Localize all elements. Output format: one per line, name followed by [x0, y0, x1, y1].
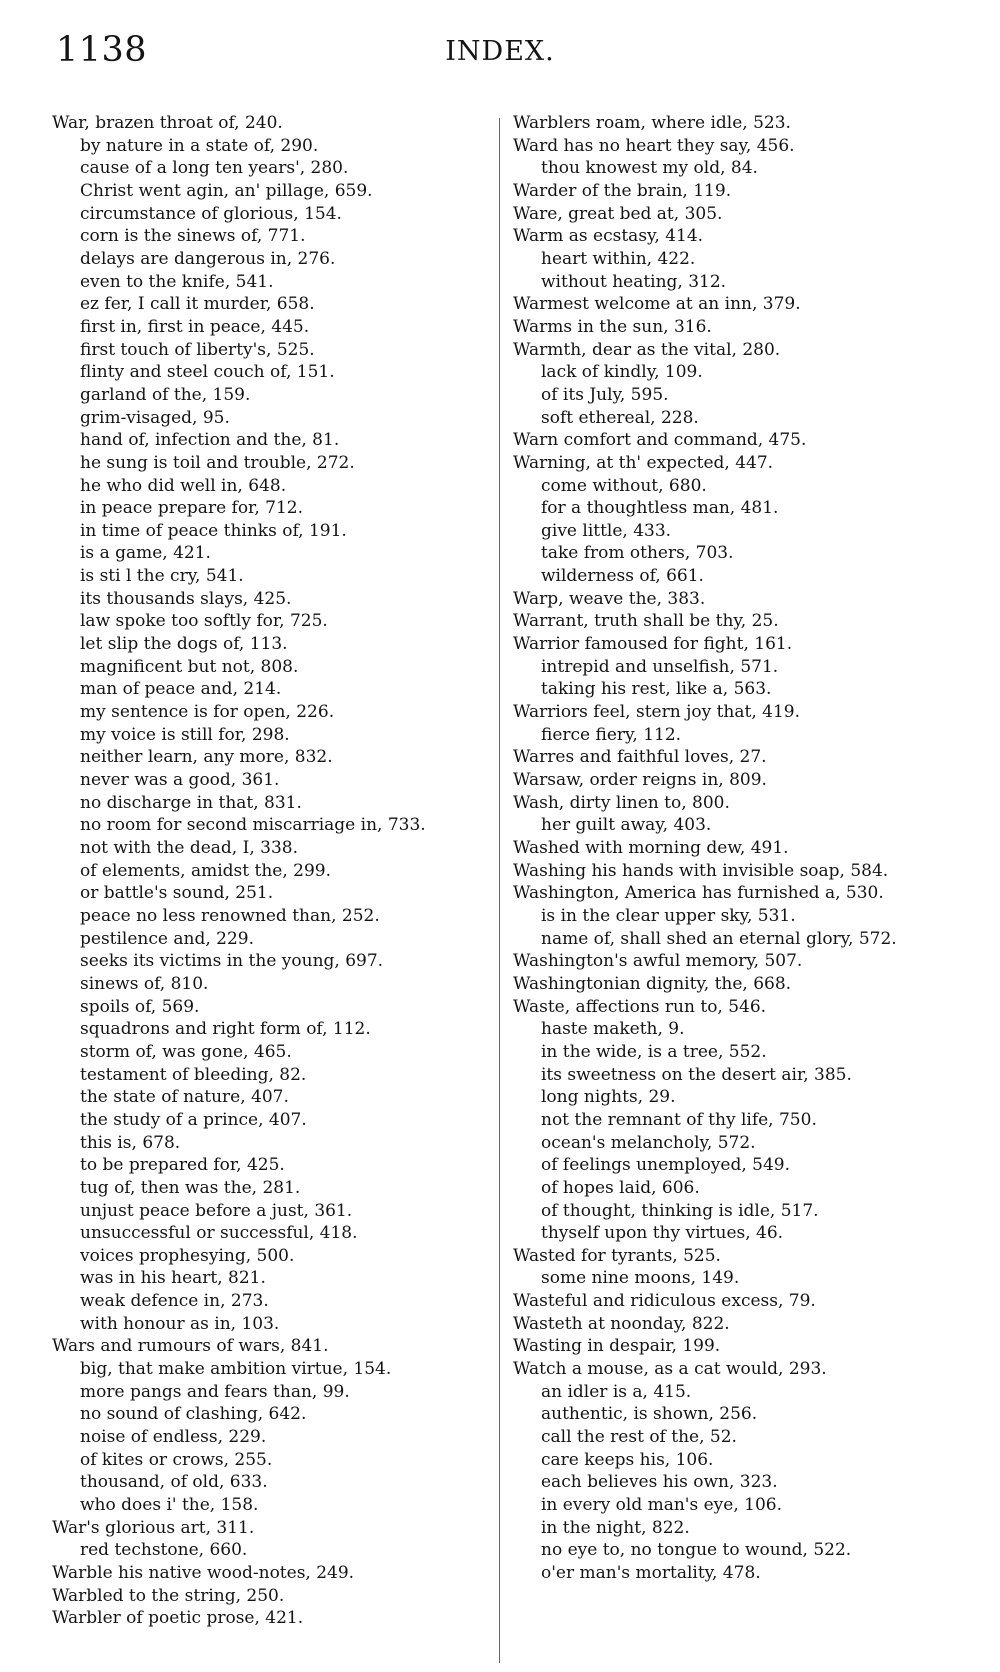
index-subentry: delays are dangerous in, 276.	[80, 248, 336, 269]
index-subentry: unsuccessful or successful, 418.	[80, 1223, 358, 1244]
index-entry: Warbled to the string, 250.	[52, 1585, 285, 1606]
index-subentry: taking his rest, like a, 563.	[541, 679, 772, 700]
index-entry: Wasted for tyrants, 525.	[513, 1245, 721, 1266]
index-entry: Warble his native wood-notes, 249.	[52, 1563, 355, 1583]
index-subentry: its sweetness on the desert air, 385.	[541, 1064, 852, 1085]
index-entry: Wars and rumours of wars, 841.	[52, 1336, 329, 1357]
index-subentry: testament of bleeding, 82.	[80, 1064, 307, 1085]
index-subentry: each believes his own, 323.	[541, 1472, 778, 1493]
index-subentry: was in his heart, 821.	[80, 1268, 266, 1289]
index-entry: Warn comfort and command, 475.	[513, 430, 807, 451]
index-subentry: of kites or crows, 255.	[80, 1449, 273, 1470]
index-subentry: seeks its victims in the young, 697.	[80, 951, 384, 972]
index-subentry: authentic, is shown, 256.	[541, 1404, 758, 1425]
index-subentry: wilderness of, 661.	[541, 566, 704, 587]
index-entry: War, brazen throat of, 240.	[52, 113, 283, 133]
index-column-right	[513, 112, 947, 1585]
index-subentry: man of peace and, 214.	[80, 679, 282, 700]
index-entry: Warmest welcome at an inn, 379.	[513, 294, 801, 315]
index-subentry: storm of, was gone, 465.	[80, 1041, 292, 1062]
index-subentry: lack of kindly, 109.	[541, 362, 703, 383]
index-subentry: spoils of, 569.	[80, 996, 200, 1017]
index-entry: Warmth, dear as the vital, 280.	[513, 339, 781, 360]
index-subentry: not with the dead, I, 338.	[80, 838, 298, 858]
index-entry: Warms in the sun, 316.	[513, 316, 712, 337]
index-entry: Washed with morning dew, 491.	[513, 838, 789, 858]
index-subentry: flinty and steel couch of, 151.	[80, 362, 335, 383]
index-subentry: name of, shall shed an eternal glory, 572.	[541, 928, 897, 949]
index-subentry: in the wide, is a tree, 552.	[541, 1041, 767, 1062]
index-subentry: first in, first in peace, 445.	[80, 316, 310, 337]
index-subentry: no room for second miscarriage in, 733.	[80, 815, 426, 836]
index-entry: Wasteth at noonday, 822.	[513, 1313, 730, 1334]
index-entry: Washington, America has furnished a, 530.	[513, 883, 884, 904]
index-subentry: not the remnant of thy life, 750.	[541, 1109, 817, 1130]
index-subentry: unjust peace before a just, 361.	[80, 1200, 353, 1221]
index-subentry: of elements, amidst the, 299.	[80, 860, 332, 881]
index-subentry: ez fer, I call it murder, 658.	[80, 294, 315, 315]
index-subentry: some nine moons, 149.	[541, 1268, 740, 1289]
index-entry: Warblers roam, where idle, 523.	[513, 113, 791, 133]
index-subentry: magnificent but not, 808.	[80, 656, 299, 677]
index-subentry: corn is the sinews of, 771.	[80, 226, 306, 247]
index-subentry: no sound of clashing, 642.	[80, 1404, 307, 1425]
index-subentry: big, that make ambition virtue, 154.	[80, 1359, 392, 1380]
index-subentry: squadrons and right form of, 112.	[80, 1019, 371, 1040]
index-subentry: voices prophesying, 500.	[80, 1245, 295, 1266]
index-subentry: peace no less renowned than, 252.	[80, 905, 380, 926]
index-column-left	[52, 112, 486, 1630]
index-subentry: pestilence and, 229.	[80, 928, 254, 949]
index-entry: Wasting in despair, 199.	[513, 1336, 721, 1357]
index-subentry: an idler is a, 415.	[541, 1381, 692, 1402]
index-subentry: of feelings unemployed, 549.	[541, 1155, 791, 1176]
index-subentry: for a thoughtless man, 481.	[541, 498, 779, 519]
index-subentry: give little, 433.	[541, 520, 672, 541]
index-entry: Ware, great bed at, 305.	[513, 203, 723, 224]
index-subentry: thousand, of old, 633.	[80, 1472, 268, 1493]
index-entry: Warsaw, order reigns in, 809.	[513, 770, 767, 791]
index-subentry: the study of a prince, 407.	[80, 1109, 307, 1130]
index-subentry: of its July, 595.	[541, 384, 669, 405]
index-subentry: by nature in a state of, 290.	[80, 135, 319, 156]
index-subentry: weak defence in, 273.	[80, 1291, 269, 1312]
index-subentry: law spoke too softly for, 725.	[80, 611, 328, 632]
index-subentry: cause of a long ten years', 280.	[80, 158, 349, 179]
index-subentry: or battle's sound, 251.	[80, 883, 274, 904]
index-subentry: in the night, 822.	[541, 1517, 690, 1538]
index-subentry: is in the clear upper sky, 531.	[541, 905, 796, 926]
index-subentry: thou knowest my old, 84.	[541, 158, 758, 179]
index-subentry: fierce fiery, 112.	[541, 724, 682, 745]
index-entry: Warres and faithful loves, 27.	[513, 747, 767, 768]
index-subentry: more pangs and fears than, 99.	[80, 1381, 350, 1402]
index-subentry: the state of nature, 407.	[80, 1087, 289, 1108]
index-entry: Wasteful and ridiculous excess, 79.	[513, 1291, 816, 1312]
index-subentry: let slip the dogs of, 113.	[80, 634, 288, 655]
index-subentry: o'er man's mortality, 478.	[541, 1563, 761, 1583]
index-subentry: of thought, thinking is idle, 517.	[541, 1200, 819, 1221]
index-subentry: without heating, 312.	[541, 271, 727, 292]
running-head: INDEX.	[445, 36, 555, 67]
index-subentry: ocean's melancholy, 572.	[541, 1132, 756, 1153]
index-subentry: its thousands slays, 425.	[80, 588, 292, 609]
index-subentry: circumstance of glorious, 154.	[80, 203, 342, 224]
index-subentry: even to the knife, 541.	[80, 271, 274, 292]
index-subentry: with honour as in, 103.	[80, 1313, 280, 1334]
index-subentry: come without, 680.	[541, 475, 707, 496]
index-entry: Warbler of poetic prose, 421.	[52, 1608, 304, 1629]
index-entry: Washing his hands with invisible soap, 584.	[513, 860, 889, 881]
index-subentry: my sentence is for open, 226.	[80, 702, 335, 723]
index-entry: Ward has no heart they say, 456.	[513, 135, 795, 156]
index-entry: Warriors feel, stern joy that, 419.	[513, 702, 800, 723]
index-subentry: my voice is still for, 298.	[80, 724, 290, 745]
index-entry: Waste, affections run to, 546.	[513, 996, 767, 1017]
index-entry: Warrior famoused for fight, 161.	[513, 634, 793, 655]
index-subentry: first touch of liberty's, 525.	[80, 339, 315, 360]
index-subentry: tug of, then was the, 281.	[80, 1177, 301, 1198]
index-entry: Wash, dirty linen to, 800.	[513, 792, 730, 813]
index-subentry: her guilt away, 403.	[541, 815, 712, 836]
page-number: 1138	[56, 30, 148, 70]
column-divider	[499, 118, 500, 1663]
index-entry: War's glorious art, 311.	[52, 1517, 255, 1538]
index-subentry: in peace prepare for, 712.	[80, 498, 303, 519]
index-subentry: grim-visaged, 95.	[80, 407, 230, 428]
index-subentry: to be prepared for, 425.	[80, 1155, 285, 1176]
index-subentry: he who did well in, 648.	[80, 475, 287, 496]
index-subentry: haste maketh, 9.	[541, 1019, 685, 1040]
index-subentry: care keeps his, 106.	[541, 1449, 714, 1470]
index-entry: Warrant, truth shall be thy, 25.	[513, 611, 779, 632]
index-subentry: who does i' the, 158.	[80, 1495, 259, 1516]
index-entry: Watch a mouse, as a cat would, 293.	[513, 1359, 827, 1380]
index-subentry: thyself upon thy virtues, 46.	[541, 1223, 784, 1244]
index-subentry: garland of the, 159.	[80, 384, 251, 405]
index-subentry: he sung is toil and trouble, 272.	[80, 452, 355, 473]
index-subentry: soft ethereal, 228.	[541, 407, 699, 428]
index-subentry: Christ went agin, an' pillage, 659.	[80, 180, 373, 201]
index-subentry: in every old man's eye, 106.	[541, 1495, 782, 1516]
index-subentry: noise of endless, 229.	[80, 1427, 267, 1448]
index-entry: Washingtonian dignity, the, 668.	[513, 973, 792, 994]
index-subentry: sinews of, 810.	[80, 973, 209, 994]
index-subentry: red techstone, 660.	[80, 1540, 248, 1561]
index-subentry: no eye to, no tongue to wound, 522.	[541, 1540, 852, 1561]
index-subentry: neither learn, any more, 832.	[80, 747, 333, 768]
index-subentry: is a game, 421.	[80, 543, 211, 564]
index-entry: Warning, at th' expected, 447.	[513, 452, 774, 473]
index-entry: Warder of the brain, 119.	[513, 180, 732, 201]
index-subentry: intrepid and unselfish, 571.	[541, 656, 779, 677]
index-subentry: never was a good, 361.	[80, 770, 280, 791]
index-subentry: hand of, infection and the, 81.	[80, 430, 340, 451]
index-subentry: heart within, 422.	[541, 248, 696, 269]
index-subentry: call the rest of the, 52.	[541, 1427, 737, 1448]
index-subentry: long nights, 29.	[541, 1087, 676, 1108]
index-subentry: no discharge in that, 831.	[80, 792, 302, 813]
index-entry: Washington's awful memory, 507.	[513, 951, 803, 972]
index-subentry: in time of peace thinks of, 191.	[80, 520, 347, 541]
index-entry: Warm as ecstasy, 414.	[513, 226, 704, 247]
index-subentry: is sti l the cry, 541.	[80, 566, 244, 587]
index-subentry: this is, 678.	[80, 1132, 181, 1153]
index-subentry: of hopes laid, 606.	[541, 1177, 700, 1198]
index-subentry: take from others, 703.	[541, 543, 734, 564]
index-entry: Warp, weave the, 383.	[513, 588, 706, 609]
